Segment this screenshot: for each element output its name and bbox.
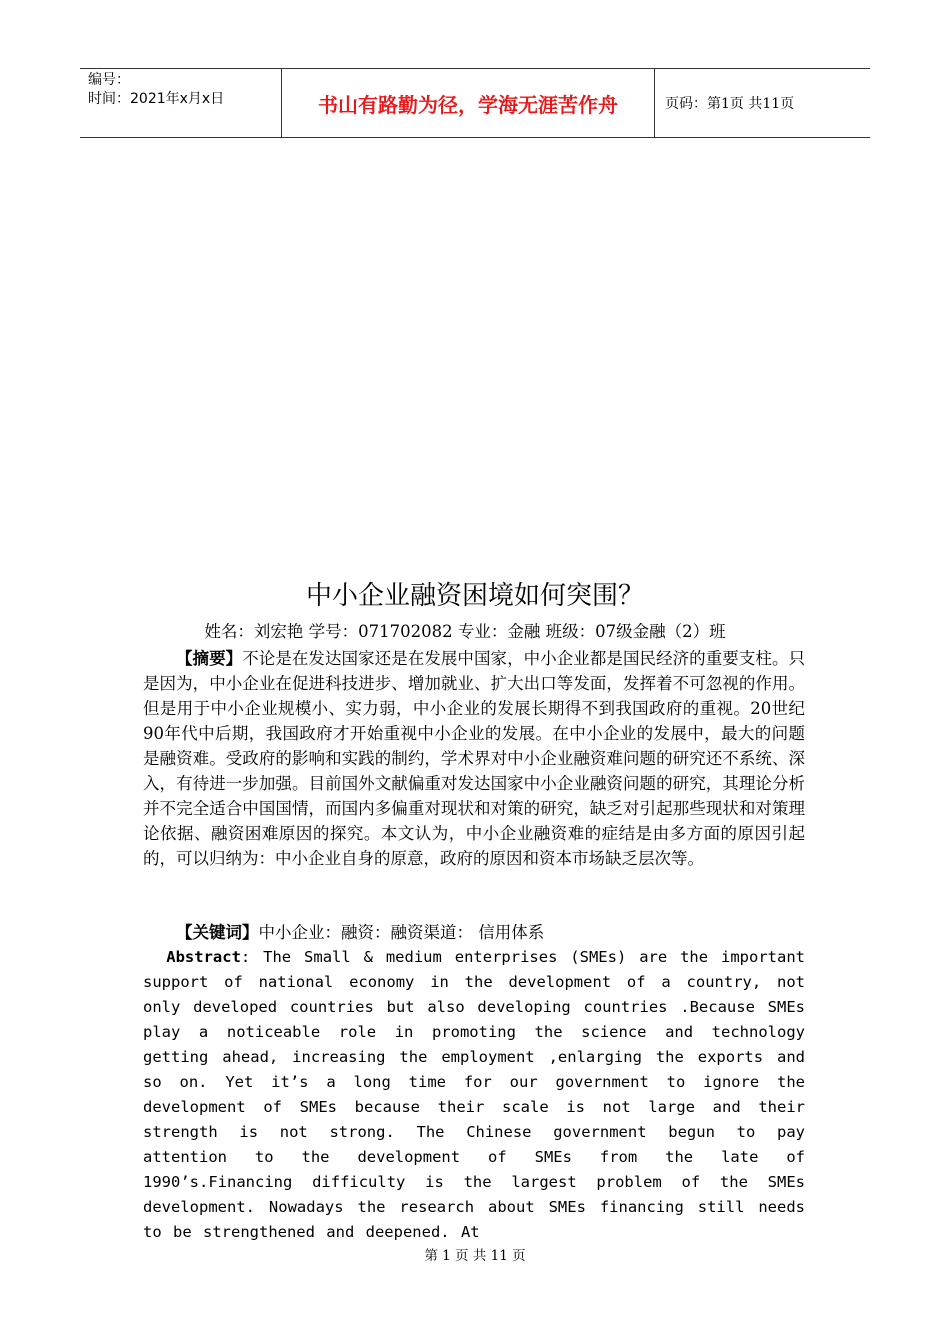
header-page-code: 页码：第1页 共11页 <box>665 96 795 112</box>
keywords-paragraph <box>143 920 805 945</box>
english-abstract-label: Abstract <box>166 948 241 966</box>
page-footer: 第 1 页 共 11 页 <box>424 1248 526 1264</box>
time-label: 时间：2021年x月x日 <box>88 91 225 107</box>
keywords-text: 中小企业：融资：融资渠道： 信用体系 <box>258 923 545 942</box>
number-label: 编号： <box>88 72 130 88</box>
abstract-paragraph <box>143 646 805 871</box>
keywords-label: 【关键词】 <box>176 923 259 942</box>
english-abstract-text: : The Small & medium enterprises (SMEs) are the important support of national economy in the development of a country, not only developed countries but also developing countries .Because SMEs play a noticeable role in promoting the science and technology getting ahead, increasing the employment ,enlarging the exports and so on. Yet it’s a long time for our government to ignore the development of SMEs because their scale is not large and their strength is not strong. The Chinese government begun to pay attention to the development of SMEs from the late of 1990’s.Financing difficulty is the largest problem of the SMEs development. Nowadays the research about SMEs financing still needs to be strengthened and deepened. At <box>143 948 805 1241</box>
header-motto: 书山有路勤为径，学海无涯苦作舟 <box>282 69 655 137</box>
abstract-text: 不论是在发达国家还是在发展中国家，中小企业都是国民经济的重要支柱。只是因为，中小企业在促进科技进步、增加就业、扩大出口等发面，发挥着不可忽视的作用。但是用于中小企业规模小、实力弱，中小企业的发展长期得不到我国政府的重视。20世纪90年代中后期，我国政府才开始重视中小企业的发展。在中小企业的发展中，最大的问题是融资难。受政府的影响和实践的制约，学术界对中小企业融资难问题的研究还不系统、深入，有待进一步加强。目前国外文献偏重对发达国家中小企业融资问题的研究，其理论分析并不完全适合中国国情，而国内多偏重对现状和对策的研究，缺乏对引起那些现状和对策理论依据、融资困难原因的探究。本文认为，中小企业融资难的症结是由多方面的原因引起的，可以归纳为：中小企业自身的原意，政府的原因和资本市场缺乏层次等。 <box>143 649 806 868</box>
abstract-label: 【摘要】 <box>176 649 243 668</box>
document-title: 中小企业融资困境如何突围？ <box>305 581 644 611</box>
english-abstract-paragraph <box>143 945 805 1245</box>
page-header <box>80 68 870 138</box>
header-meta <box>80 69 282 137</box>
author-line: 姓名：刘宏艳 学号：071702082 专业：金融 班级：07级金融（2）班 <box>204 622 726 641</box>
